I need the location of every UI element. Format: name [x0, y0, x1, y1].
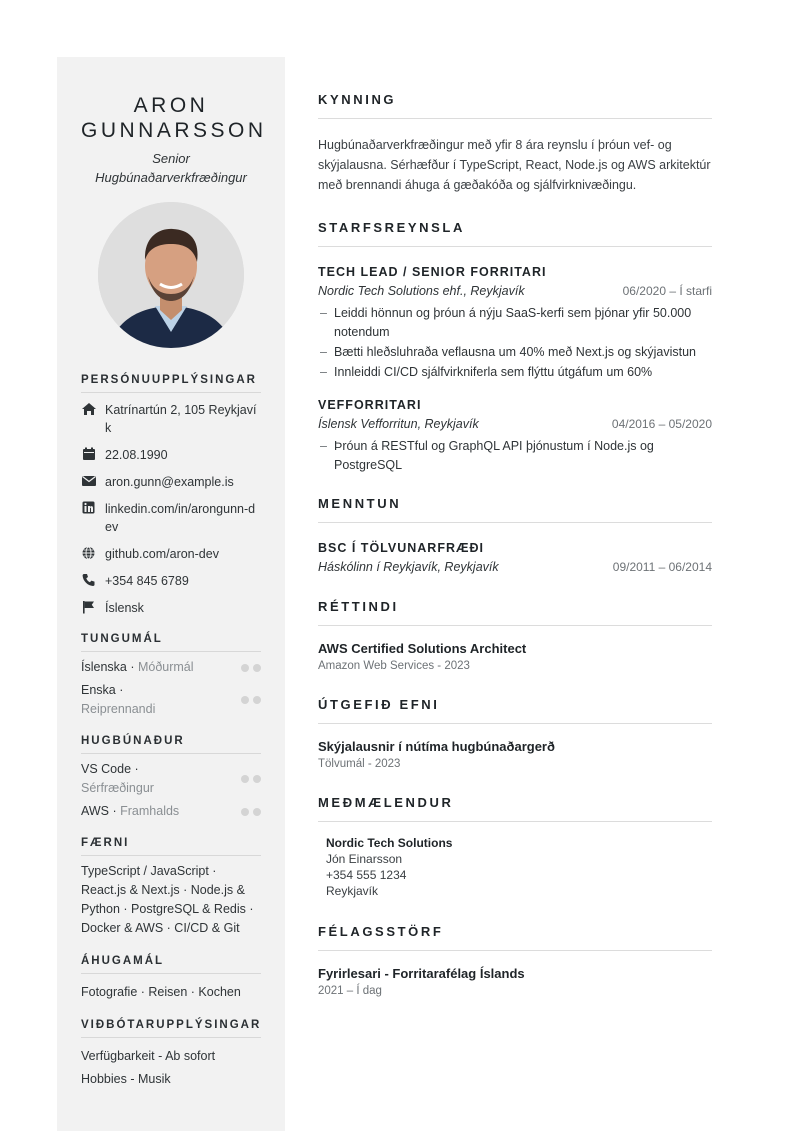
skills-text: TypeScript / JavaScript · React.js & Next.js · Node.js & Python · PostgreSQL & Redis · Docker & AWS · CI/CD & Git — [81, 864, 254, 935]
linkedin-text[interactable]: linkedin.com/in/arongunn-dev — [105, 502, 256, 534]
additional-info-section — [81, 1019, 261, 1089]
first-name: ARON — [133, 94, 209, 117]
additional-hobbies-text: Hobbies - Musik — [81, 1072, 171, 1086]
language-level: Reiprennandi — [81, 702, 156, 716]
sidebar — [57, 57, 285, 1131]
profile-photo — [98, 202, 244, 348]
intro-heading: KYNNING — [318, 92, 712, 119]
job-dates: 06/2020 – Í starfi — [622, 284, 712, 298]
hobbies-text: Fotografie · Reisen · Kochen — [81, 985, 241, 999]
job-title-line: Hugbúnaðarverkfræðingur — [95, 170, 247, 185]
skills-heading: FÆRNI — [81, 837, 261, 856]
level-dots — [241, 808, 261, 816]
language-label — [81, 658, 231, 677]
reference-entry — [318, 835, 712, 899]
address-text: Katrínartún 2, 105 Reykjavík — [105, 403, 257, 435]
email-item[interactable] — [81, 473, 261, 491]
job-title — [81, 149, 261, 187]
level-dots — [241, 696, 261, 704]
level-dot — [253, 696, 261, 704]
hobbies-heading: ÁHUGAMÁL — [81, 955, 261, 974]
software-item — [81, 760, 261, 798]
personal-info-list — [81, 401, 261, 617]
website-text[interactable]: github.com/aron-dev — [105, 547, 219, 561]
education-section — [318, 496, 712, 574]
level-dot — [241, 664, 249, 672]
separator: · — [109, 804, 121, 818]
availability-text: Verfügbarkeit - Ab sofort — [81, 1049, 216, 1063]
job-entry-meta — [318, 417, 712, 431]
level-dot — [253, 664, 261, 672]
job-dates: 04/2016 – 05/2020 — [611, 417, 712, 431]
reference-company: Nordic Tech Solutions — [326, 836, 453, 850]
profile-photo-image — [98, 202, 244, 348]
phone-icon — [81, 573, 97, 587]
job-bullets — [318, 304, 712, 382]
languages-heading: TUNGUMÁL — [81, 633, 261, 652]
software-list — [81, 760, 261, 821]
language-label — [81, 681, 156, 719]
experience-heading: STARFSREYNSLA — [318, 220, 712, 247]
main-content — [318, 92, 712, 997]
calendar-icon — [81, 447, 97, 461]
nationality-text: Íslensk — [105, 601, 144, 615]
volunteer-section — [318, 924, 712, 997]
software-label — [81, 802, 231, 821]
job-entry — [318, 398, 712, 475]
volunteer-dates: 2021 – Í dag — [318, 985, 382, 997]
intro-text: Hugbúnaðarverkfræðingur með yfir 8 ára reynslu í þróun vef- og skýjalausna. Sérhæfður í TypeScript, React, Node.js og AWS arkitektúr með brennandi áhuga á gæðakóða og sjálfvirknivæðingu. — [318, 138, 711, 192]
level-dots — [241, 775, 261, 783]
certifications-section — [318, 599, 712, 672]
job-entry — [318, 265, 712, 382]
software-name: AWS — [81, 804, 110, 818]
reference-city: Reykjavík — [326, 884, 379, 898]
software-label — [81, 760, 176, 798]
level-dot — [241, 696, 249, 704]
skills-section — [81, 837, 261, 938]
language-name: Enska — [81, 683, 116, 697]
references-section — [318, 795, 712, 899]
separator: · — [131, 762, 139, 776]
volunteer-heading: FÉLAGSSTÖRF — [318, 924, 712, 951]
publications-section — [318, 697, 712, 770]
language-level: Móðurmál — [137, 660, 194, 674]
website-item[interactable] — [81, 545, 261, 563]
job-company: Nordic Tech Solutions ehf., Reykjavík — [318, 284, 525, 298]
certification-title: AWS Certified Solutions Architect — [318, 641, 527, 656]
education-meta — [318, 560, 712, 574]
education-dates: 09/2011 – 06/2014 — [612, 560, 712, 574]
job-bullet: – Bætti hleðsluhraða veflausna um 40% með Next.js og skýjavistun — [318, 343, 712, 362]
level-dot — [253, 775, 261, 783]
email-icon — [81, 474, 97, 488]
job-company: Íslensk Vefforritun, Reykjavík — [318, 417, 479, 431]
job-bullet: – Þróun á RESTful og GraphQL API þjónustum í Node.js og PostgreSQL — [318, 437, 712, 475]
job-entry-title: TECH LEAD / SENIOR FORRITARI — [318, 265, 547, 279]
level-dot — [241, 808, 249, 816]
birthdate-item — [81, 446, 261, 464]
separator: · — [126, 660, 138, 674]
languages-list — [81, 658, 261, 719]
separator: · — [115, 683, 124, 697]
job-entry-meta — [318, 284, 712, 298]
job-bullets — [318, 437, 712, 475]
hobbies-section — [81, 955, 261, 1002]
language-item — [81, 658, 261, 677]
additional-info-heading: VIÐBÓTARUPPLÝSINGAR — [81, 1019, 261, 1038]
home-icon — [81, 402, 97, 416]
school-name: Háskólinn í Reykjavík, Reykjavík — [318, 560, 499, 574]
job-bullet: – Innleiddi CI/CD sjálfvirkniferla sem flýttu útgáfum um 60% — [318, 363, 712, 382]
job-bullet: – Leiddi hönnun og þróun á nýju SaaS-kerfi sem þjónar yfir 50.000 notendum — [318, 304, 712, 342]
full-name — [81, 93, 267, 143]
software-item — [81, 802, 261, 821]
level-dots — [241, 664, 261, 672]
reference-phone: +354 555 1234 — [326, 868, 407, 882]
birthdate-text: 22.08.1990 — [105, 448, 168, 462]
personal-info-heading: PERSÓNUUPPLÝSINGAR — [81, 374, 261, 393]
email-text[interactable]: aron.gunn@example.is — [105, 475, 234, 489]
software-section — [81, 735, 261, 821]
job-title-line: Senior — [152, 151, 190, 166]
phone-text[interactable]: +354 845 6789 — [105, 574, 189, 588]
languages-section — [81, 633, 261, 719]
experience-section — [318, 220, 712, 475]
personal-info-section — [81, 374, 261, 617]
reference-person: Jón Einarsson — [326, 852, 403, 866]
language-name: Íslenska — [81, 660, 127, 674]
language-item — [81, 681, 261, 719]
publication-title: Skýjalausnir í nútíma hugbúnaðargerð — [318, 739, 555, 754]
degree-title: BSC Í TÖLVUNARFRÆÐI — [318, 541, 484, 555]
address-item — [81, 401, 261, 437]
last-name: GUNNARSSON — [81, 119, 267, 142]
certification-issuer: Amazon Web Services - 2023 — [318, 660, 470, 672]
intro-section — [318, 92, 712, 195]
software-level: Sérfræðingur — [81, 781, 154, 795]
software-heading: HUGBÚNAÐUR — [81, 735, 261, 754]
software-name: VS Code — [81, 762, 132, 776]
level-dot — [253, 808, 261, 816]
globe-icon — [81, 546, 97, 560]
publication-source: Tölvumál - 2023 — [318, 758, 401, 770]
certifications-heading: RÉTTINDI — [318, 599, 712, 626]
nationality-item — [81, 599, 261, 617]
education-heading: MENNTUN — [318, 496, 712, 523]
software-level: Framhalds — [120, 804, 180, 818]
linkedin-icon — [81, 501, 97, 515]
job-entry-title: VEFFORRITARI — [318, 398, 422, 412]
level-dot — [241, 775, 249, 783]
flag-icon — [81, 600, 97, 614]
phone-item[interactable] — [81, 572, 261, 590]
linkedin-item[interactable] — [81, 500, 261, 536]
volunteer-title: Fyrirlesari - Forritarafélag Íslands — [318, 966, 525, 981]
references-heading: MEÐMÆLENDUR — [318, 795, 712, 822]
publications-heading: ÚTGEFIÐ EFNI — [318, 697, 712, 724]
